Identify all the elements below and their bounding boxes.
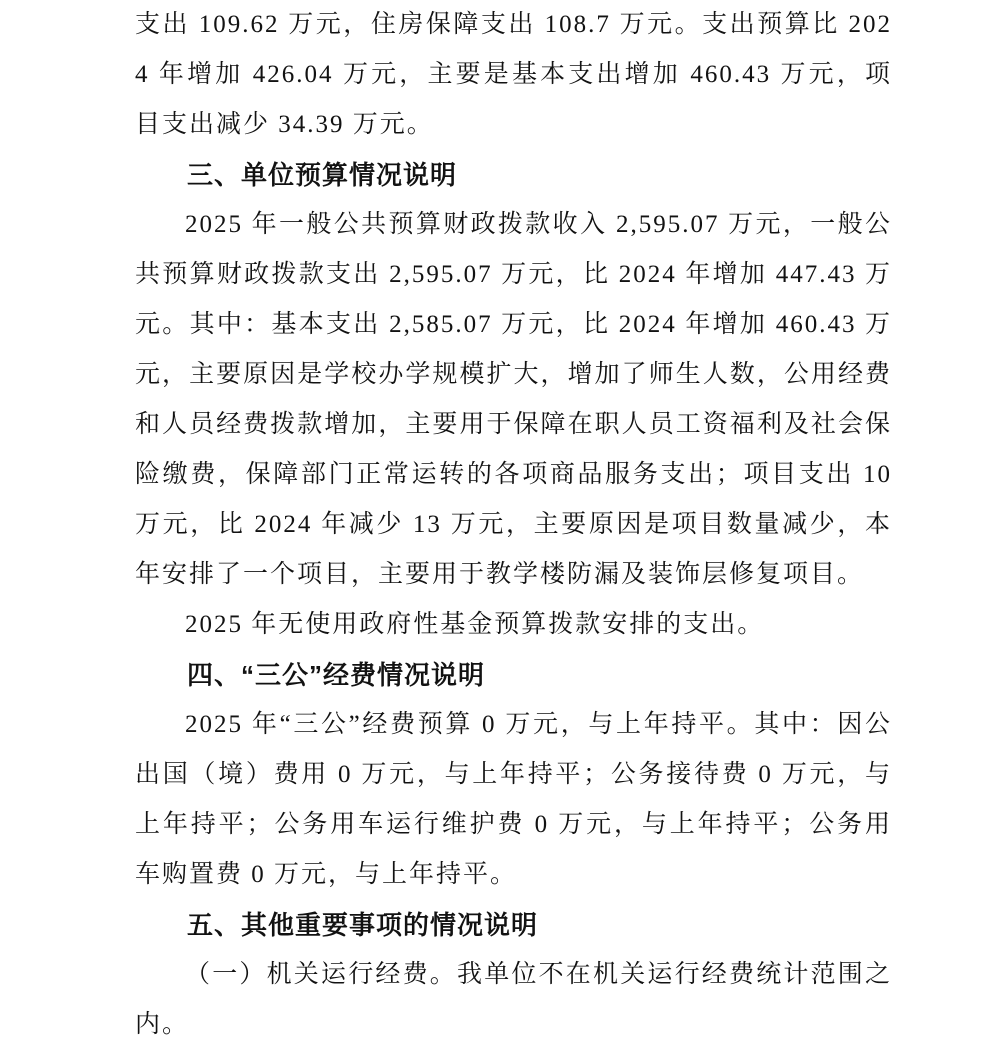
heading-section-four-three-public-funds: 四、“三公”经费情况说明 — [187, 660, 486, 690]
paragraph-government-fund-statement: 2025 年无使用政府性基金预算拨款安排的支出。 — [185, 611, 765, 638]
text-column — [135, 0, 892, 1043]
heading-section-five-other-important-matters: 五、其他重要事项的情况说明 — [187, 910, 539, 940]
paragraph-expenditure-summary-continued: 支出 109.62 万元，住房保障支出 108.7 万元。支出预算比 2024 年增加 426.04 万元，主要是基本支出增加 460.43 万元，项目支出减少 34.39 万元。 — [135, 11, 892, 138]
paragraph-unit-budget-detail: 2025 年一般公共预算财政拨款收入 2,595.07 万元，一般公共预算财政拨款支出 2,595.07 万元，比 2024 年增加 447.43 万元。其中：基本支出 2,585.07 万元，比 2024 年增加 460.43 万元，主要原因是学校办学规模扩大，增加了师生人数，公用经费和人员经费拨款增加，主要用于保障在职人员工资福利及社会保险缴费，保障部门正常运转的各项商品服务支出；项目支出 10 万元，比 2024 年减少 13 万元，主要原因是项目数量减少，本年安排了一个项目，主要用于教学楼防漏及装饰层修复项目。 — [135, 211, 892, 588]
paragraph-three-public-funds-detail: 2025 年“三公”经费预算 0 万元，与上年持平。其中：因公出国（境）费用 0 万元，与上年持平；公务接待费 0 万元，与上年持平；公务用车运行维护费 0 万元，与上年持平；公务用车购置费 0 万元，与上年持平。 — [135, 711, 892, 888]
paragraph-agency-operating-expense: （一）机关运行经费。我单位不在机关运行经费统计范围之内。 — [135, 961, 892, 1038]
heading-section-three-unit-budget: 三、单位预算情况说明 — [187, 160, 458, 190]
